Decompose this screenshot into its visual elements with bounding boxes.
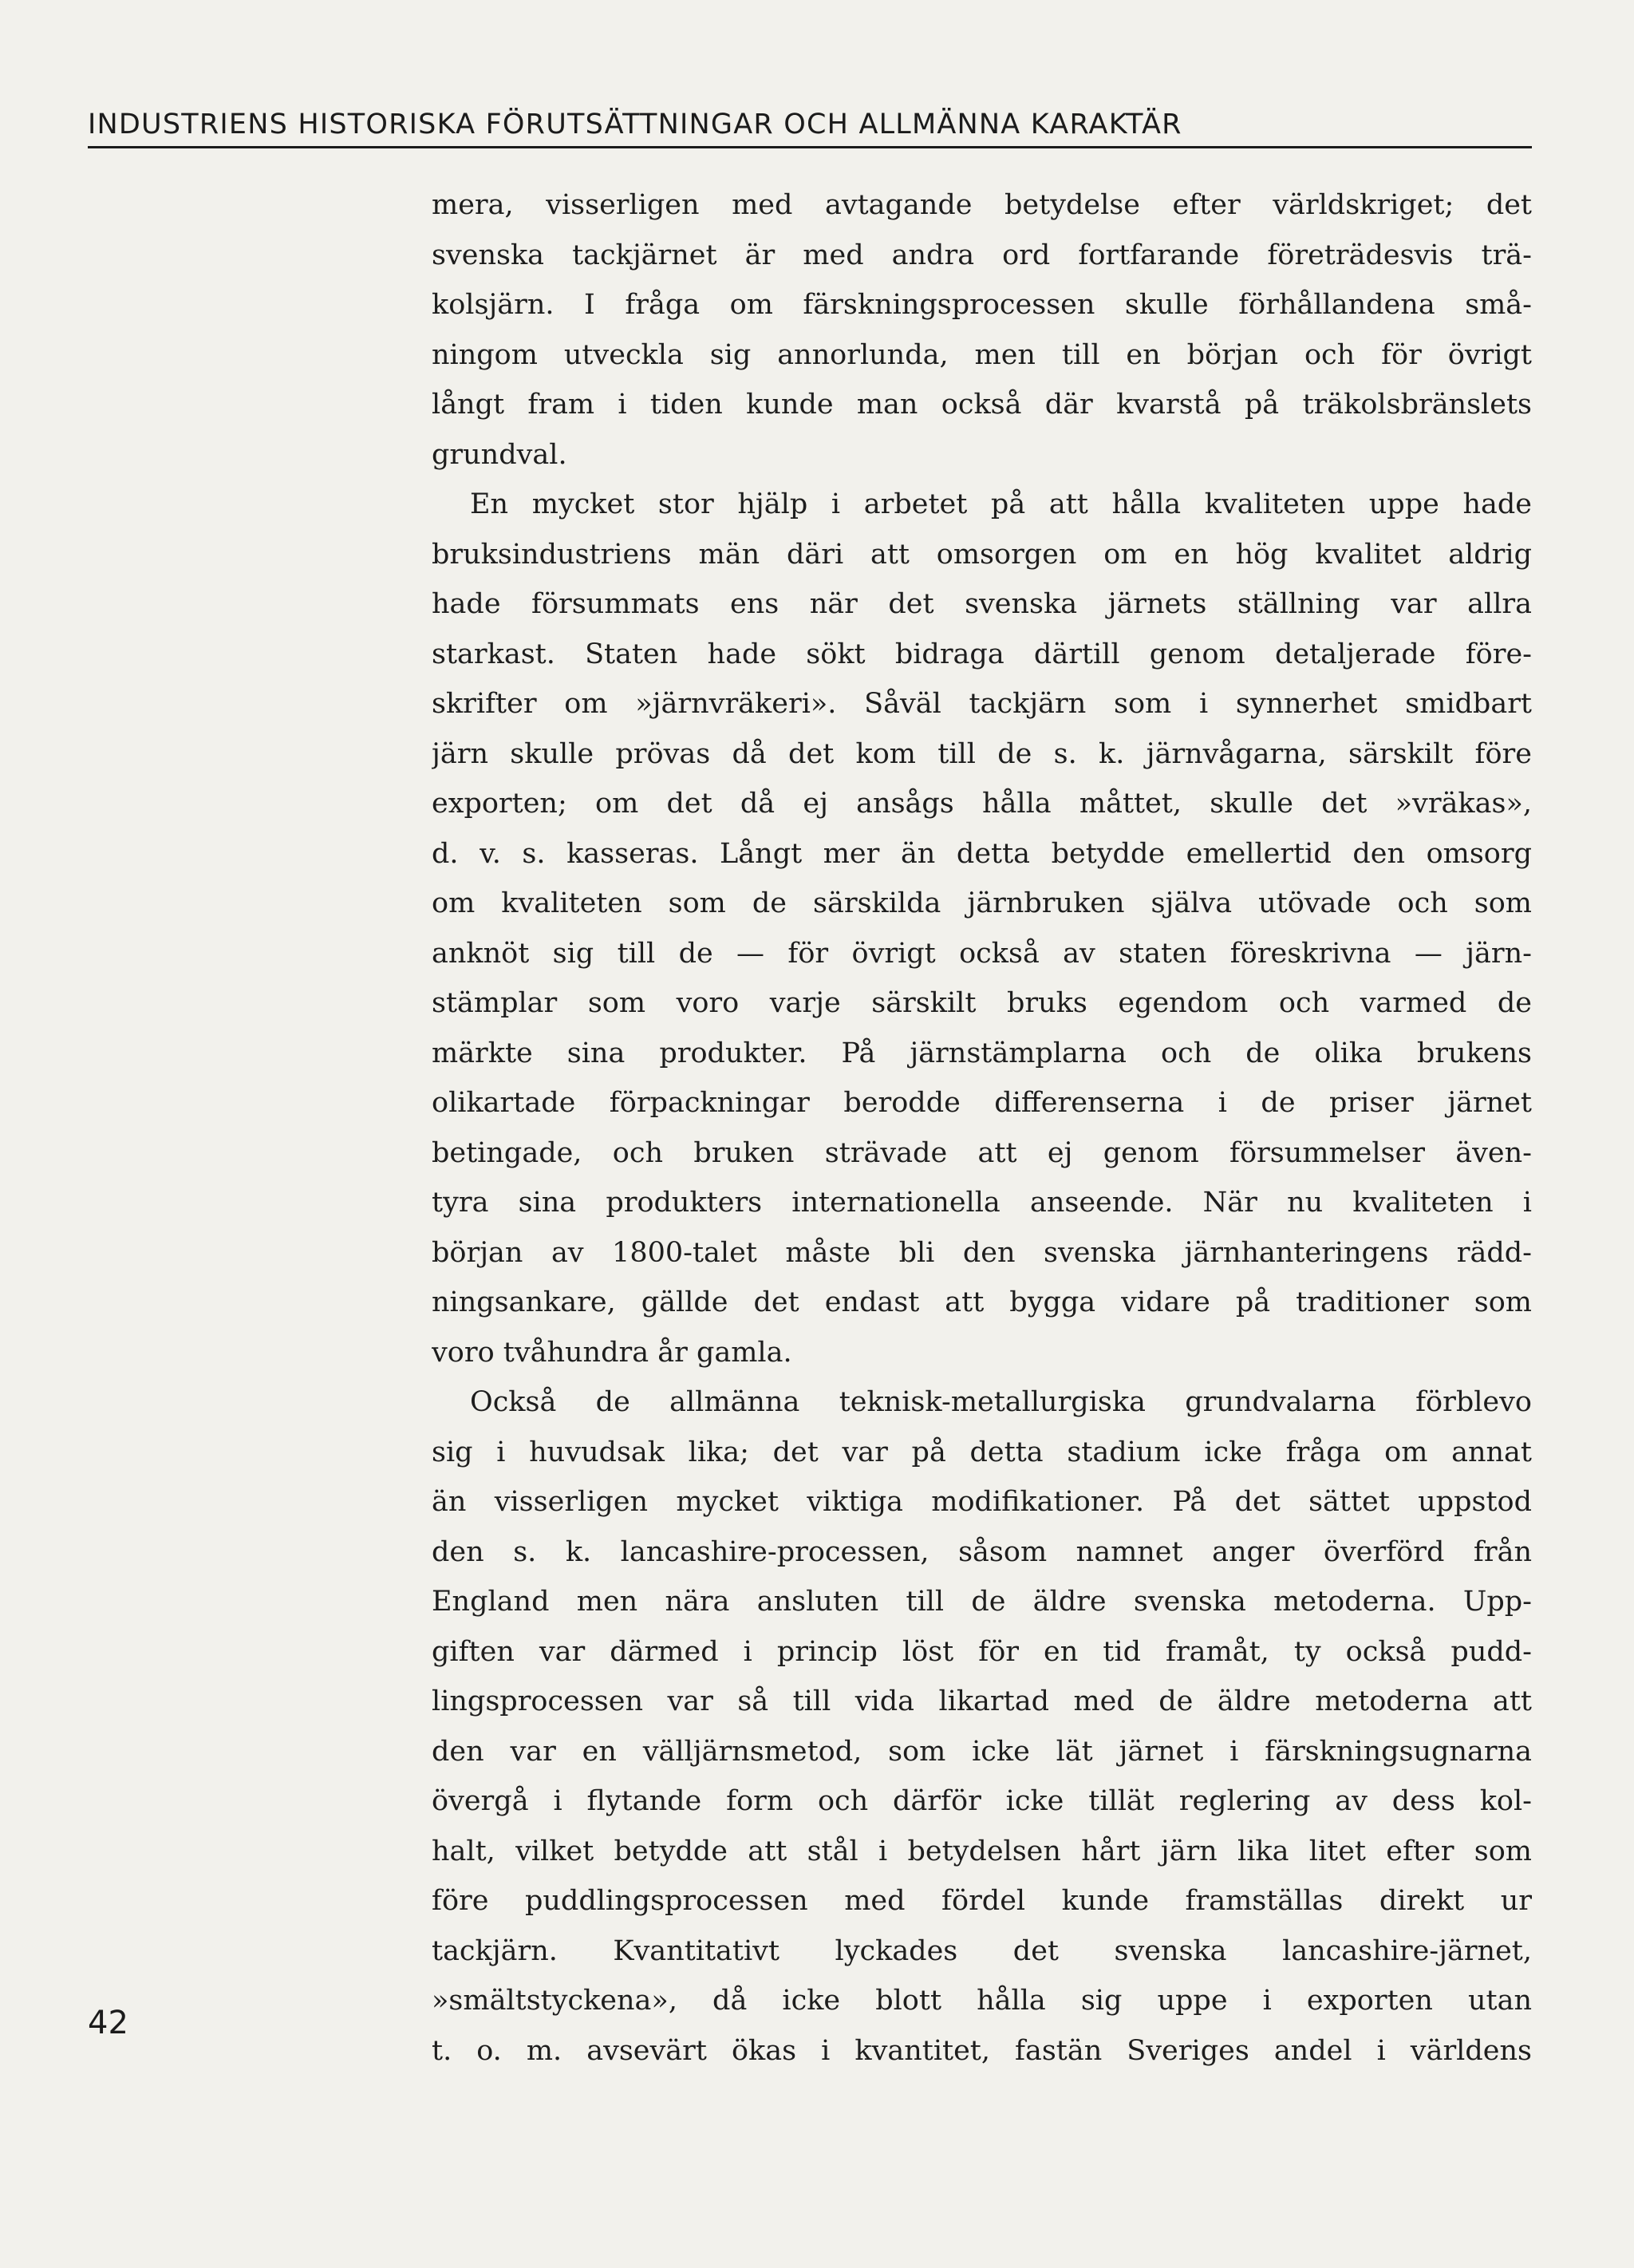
text-line: »smältstyckena», då icke blott hålla sig uppe i exporten utan [432,1985,1532,2017]
text-line: lingsprocessen var så till vida likartad med de äldre metoderna att [432,1685,1532,1717]
text-line: den var en välljärnsmetod, som icke lät järnet i färskningsugnarna [432,1735,1532,1768]
text-line: övergå i flytande form och därför icke tillät reglering av dess kol- [432,1785,1532,1817]
text-line: stämplar som voro varje särskilt bruks egendom och varmed de [432,987,1532,1019]
page-number: 42 [88,2005,128,2041]
text-line: märkte sina produkter. På järnstämplarna och de olika brukens [432,1037,1532,1069]
text-line: starkast. Staten hade sökt bidraga därtill genom detaljerade före- [432,638,1532,670]
text-line: om kvaliteten som de särskilda järnbruken själva utövade och som [432,887,1532,919]
text-line: England men nära ansluten till de äldre svenska metoderna. Upp- [432,1586,1532,1618]
text-line: sig i huvudsak lika; det var på detta stadium icke fråga om annat [432,1436,1532,1468]
text-line: halt, vilket betydde att stål i betydelsen hårt järn lika litet efter som [432,1835,1532,1867]
text-line: t. o. m. avsevärt ökas i kvantitet, fastän Sveriges andel i världens [432,2034,1532,2067]
text-line: Också de allmänna teknisk-metallurgiska grundvalarna förblevo [470,1386,1532,1418]
text-line: svenska tackjärnet är med andra ord fortfarande företrädesvis trä- [432,239,1532,271]
header-rule [88,146,1532,148]
text-line: före puddlingsprocessen med fördel kunde framställas direkt ur [432,1885,1532,1917]
text-line: grundval. [432,438,567,471]
text-line: betingade, och bruken strävade att ej genom försummelser även- [432,1136,1532,1169]
text-line: bruksindustriens män däri att omsorgen om en hög kvalitet aldrig [432,538,1532,571]
text-line: En mycket stor hjälp i arbetet på att hålla kvaliteten uppe hade [470,488,1532,520]
text-line: tyra sina produkters internationella anseende. När nu kvaliteten i [432,1187,1532,1219]
text-line: ningsankare, gällde det endast att bygga vidare på traditioner som [432,1286,1532,1318]
text-line: kolsjärn. I fråga om färskningsprocessen skulle förhållandena små- [432,289,1532,321]
paragraph [432,480,1532,1377]
paragraph [432,1377,1532,2076]
text-line: tackjärn. Kvantitativt lyckades det svenska lancashire-järnet, [432,1934,1532,1967]
text-line: anknöt sig till de — för övrigt också av staten föreskrivna — järn- [432,937,1532,970]
text-line: hade försummats ens när det svenska järnets ställning var allra [432,588,1532,620]
text-line: mera, visserligen med avtagande betydelse efter världskriget; det [432,189,1532,221]
body-text [432,180,1532,2076]
text-line: exporten; om det då ej ansågs hålla måttet, skulle det »vräkas», [432,788,1532,820]
paragraph [432,180,1532,480]
text-line: den s. k. lancashire-processen, såsom namnet anger överförd från [432,1535,1532,1568]
text-line: voro tvåhundra år gamla. [432,1336,792,1369]
text-line: långt fram i tiden kunde man också där kvarstå på träkolsbränslets [432,389,1532,421]
text-line: d. v. s. kasseras. Långt mer än detta betydde emellertid den omsorg [432,837,1532,870]
running-header: INDUSTRIENS HISTORISKA FÖRUTSÄTTNINGAR OCH ALLMÄNNA KARAKTÄR [88,109,1182,140]
text-line: än visserligen mycket viktiga modifikationer. På det sättet uppstod [432,1486,1532,1518]
text-line: skrifter om »järnvräkeri». Såväl tackjärn som i synnerhet smidbart [432,688,1532,720]
text-line: olikartade förpackningar berodde differenserna i de priser järnet [432,1087,1532,1119]
text-line: ningom utveckla sig annorlunda, men till en början och för övrigt [432,338,1532,371]
text-line: giften var därmed i princip löst för en tid framåt, ty också pudd- [432,1635,1532,1668]
text-line: järn skulle prövas då det kom till de s. k. järnvågarna, särskilt före [432,737,1532,770]
text-line: början av 1800-talet måste bli den svenska järnhanteringens rädd- [432,1236,1532,1269]
